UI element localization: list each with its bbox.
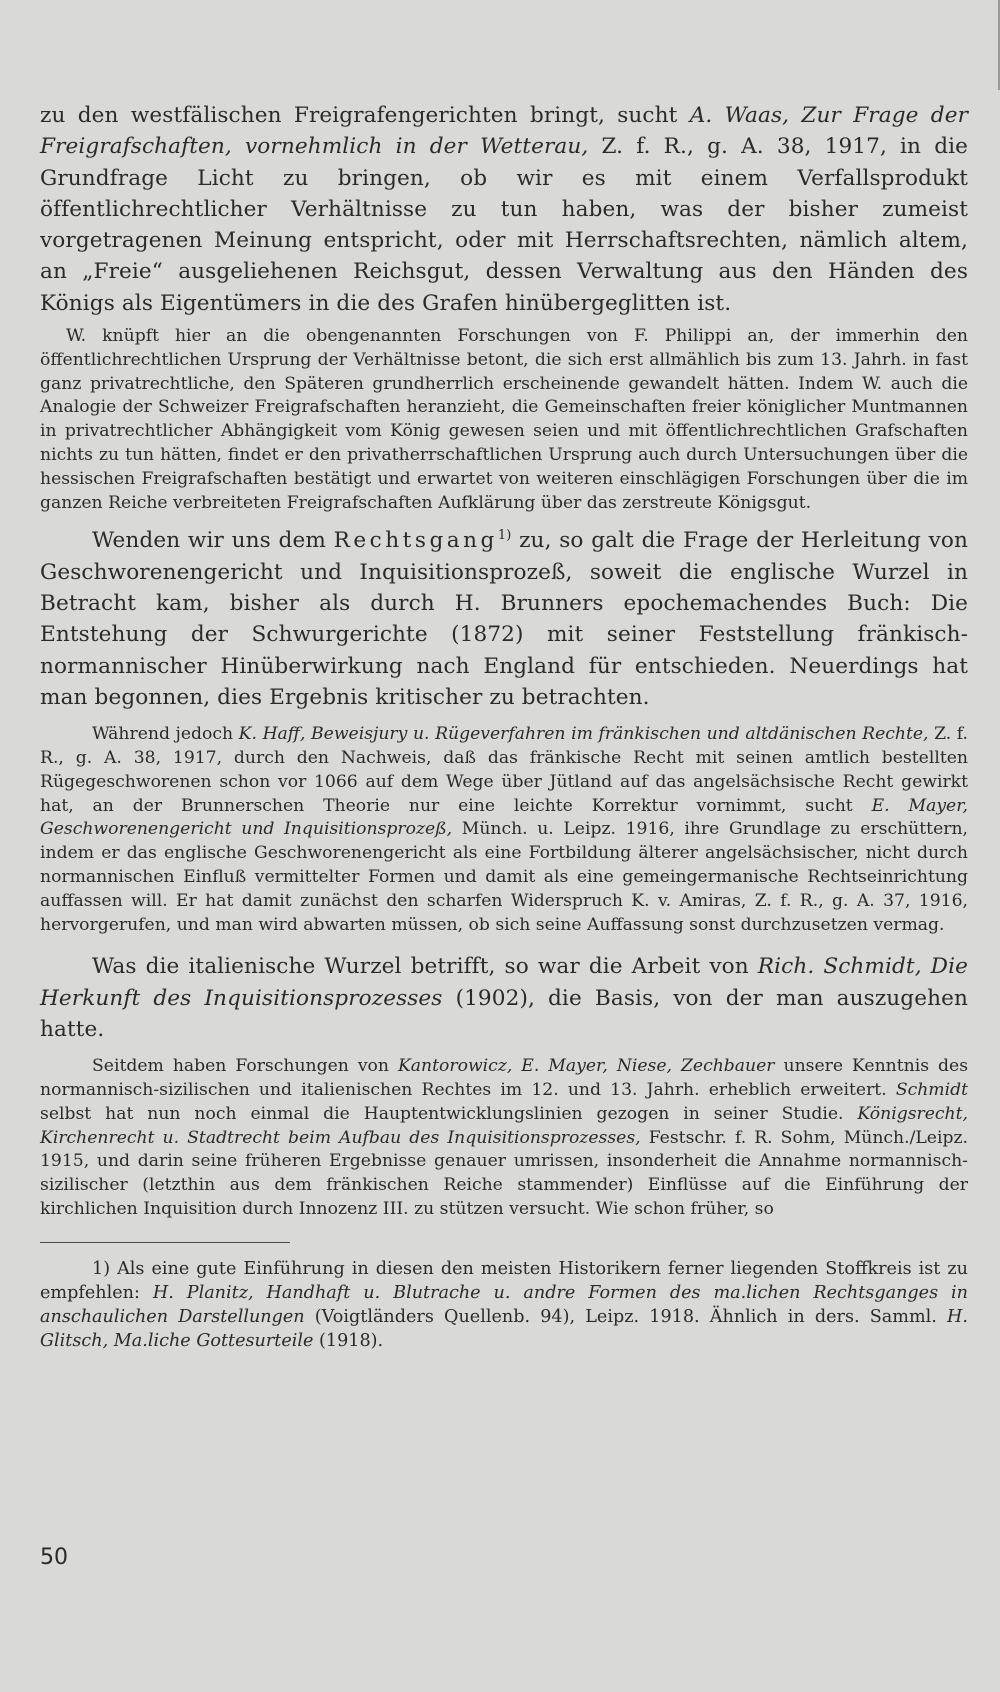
citation-schmidt: Rich. Schmidt, Die Herkunft des Inquisitionsprozesses (40, 954, 968, 1011)
author-list: Kantorowicz, E. Mayer, Niese, Zechbauer (397, 1056, 775, 1077)
footnote-divider (40, 1242, 290, 1243)
paragraph-philippi-note: W. knüpft hier an die obengenannten Forschungen von F. Philippi an, der immerhin den öffentlichrechtlichen Ursprung der Verhältnisse betont, die sich erst allmählich bis zum 13. Jahrh. in fast ganz privatrechtliche, den Späteren grundherrlich erscheinende gewandelt hätten. Indem W. auch die Analogie der Schweizer Freigrafschaften heranzieht, die Gemeinschaften freier königlicher Muntmannen in privatrechtlicher Abhängigkeit vom König gewesen seien und mit öffentlichrechtlichen Grafschaften nichts zu tun hätten, findet er den privatherrschaftlichen Ursprung auch durch Untersuchungen über die hessischen Freigrafschaften bestätigt und erwartet von weiteren einschlägigen Forschungen über die im ganzen Reiche verbreiteten Freigrafschaften Aufklärung über das zerstreute Königsgut. (40, 326, 968, 513)
citation-haff: K. Haff, Beweisjury u. Rügeverfahren im fränkischen und altdänischen Rechte, (238, 724, 929, 745)
paragraph-haff-mayer: Während jedoch K. Haff, Beweisjury u. Rügeverfahren im fränkischen und altdänischen Rechte, Z. f. R., g. A. 38, 1917, durch den Nachweis, daß das fränkische Recht mit seinen amtlich bestellten Rügegeschworenen schon vor 1066 auf dem Wege über Jütland auf das angelsächsische Recht gewirkt hat, an der Brunnerschen Theorie nur eine leichte Korrektur vornimmt, sucht E. Mayer, Geschworenengericht und Inquisitionsprozeß, Münch. u. Leipz. 1916, ihre Grundlage zu erschüttern, indem er das englische Geschworenengericht als eine Fortbildung älterer angelsächsischer, nicht durch normannischen Einfluß vermittelter Formen und damit als eine gemeingermanische Rechtseinrichtung auffassen will. Er hat damit zunächst den scharfen Widerspruch K. v. Amiras, Z. f. R., g. A. 37, 1916, hervorgerufen, und man wird abwarten müssen, ob sich seine Auffassung sonst durchzusetzen vermag. (40, 724, 968, 935)
page-number: 50 (40, 1545, 68, 1570)
citation-planitz: H. Planitz, Handhaft u. Blutrache u. andre Formen des ma.lichen Rechtsganges in anschaulichen Darstellungen (40, 1282, 968, 1327)
paragraph-italienische-wurzel: Was die italienische Wurzel betrifft, so war die Arbeit von Rich. Schmidt, Die Herkunft des Inquisitionsprozesses (1902), die Basis, von der man auszugehen hatte. (40, 954, 968, 1042)
paragraph-rechtsgang: Wenden wir uns dem Rechtsgang$^{1)}$ zu, so galt die Frage der Herleitung von Geschworenengericht und Inquisitionsprozeß, soweit die englische Wurzel in Betracht kam, bisher als durch H. Brunners epochemachendes Buch: Die Entstehung der Schwurgerichte (1872) mit seiner Feststellung fränkisch-normannischer Hinüberwirkung nach England für entschieden. Neuerdings hat man begonnen, dies Ergebnis kritischer zu betrachten. (40, 528, 968, 710)
author-schmidt: Schmidt (895, 1080, 968, 1101)
footnote: 1) Als eine gute Einführung in diesen den meisten Historikern ferner liegenden Stoffkreis ist zu empfehlen: H. Planitz, Handhaft u. Blutrache u. andre Formen des ma.lichen Rechtsganges in anschaulichen Darstellungen (Voigtländers Quellenb. 94), Leipz. 1918. Ähnlich in ders. Samml. H. Glitsch, Ma.liche Gottesurteile (1918). (40, 1258, 968, 1351)
citation-koenigsrecht: Königsrecht, Kirchenrecht u. Stadtrecht beim Aufbau des Inquisitionsprozesses, (40, 1103, 968, 1148)
paragraph-forschungen: Seitdem haben Forschungen von Kantorowicz, E. Mayer, Niese, Zechbauer unsere Kenntnis des normannisch-sizilischen und italienischen Rechtes im 12. und 13. Jahrh. erheblich erweitert. Schmidt selbst hat nun noch einmal die Hauptentwicklungslinien gezogen in seiner Studie. Königsrecht, Kirchenrecht u. Stadtrecht beim Aufbau des Inquisitionsprozesses, Festschr. f. R. Sohm, Münch./Leipz. 1915, und darin seine früheren Ergebnisse genauer umrissen, insonderheit die Annahme normannisch-sizilischer (letzthin aus dem fränkischen Reiche stammender) Einflüsse auf die Einführung der kirchlichen Inquisition durch Innozenz III. zu stützen versucht. Wie schon früher, so (40, 1056, 969, 1220)
footnote-reference: 1) (497, 528, 512, 544)
paragraph-freigrafschaften: zu den westfälischen Freigrafengerichten bringt, sucht A. Waas, Zur Frage der Freigrafschaften, vornehmlich in der Wetterau, Z. f. R., g. A. 38, 1917, in die Grundfrage Licht zu bringen, ob wir es mit einem Verfallsprodukt öffentlichrechtlicher Verhältnisse zu tun haben, was der bisher zumeist vorgetragenen Meinung entspricht, oder mit Herrschaftsrechten, nämlich altem, an „Freie“ ausgeliehenen Reichsgut, dessen Verwaltung aus den Händen des Königs als Eigentümers in die des Grafen hinübergeglitten ist. (40, 103, 968, 316)
citation-mayer: E. Mayer, Geschworenengericht und Inquisitionsprozeß, (40, 795, 968, 840)
citation-glitsch: H. Glitsch, Ma.liche Gottesurteile (40, 1306, 968, 1351)
citation-waas: A. Waas, Zur Frage der Freigrafschaften, vornehmlich in der Wetterau, (40, 103, 968, 160)
spaced-term-rechtsgang: Rechtsgang (333, 528, 498, 554)
